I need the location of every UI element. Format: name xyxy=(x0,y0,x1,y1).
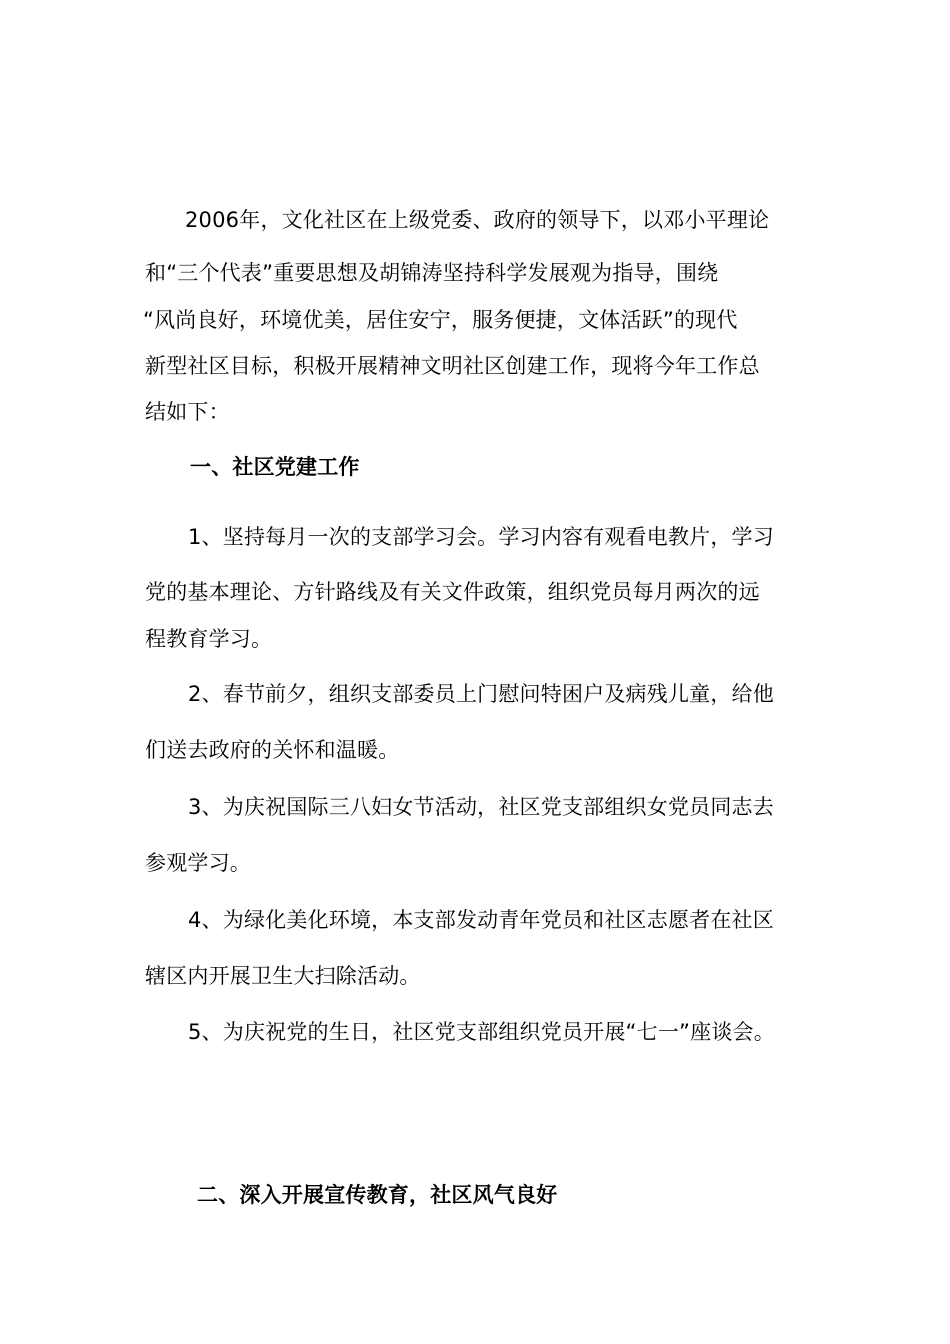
intro-line-5: 结如下： xyxy=(145,400,230,424)
item-2-line-2: 们送去政府的关怀和温暖。 xyxy=(145,738,400,762)
item-4-line-1: 4、为绿化美化环境，本支部发动青年党员和社区志愿者在社区 xyxy=(188,908,774,932)
item-1-line-2: 党的基本理论、方针路线及有关文件政策，组织党员每月两次的远 xyxy=(145,580,760,604)
section-2-heading: 二、深入开展宣传教育，社区风气良好 xyxy=(197,1183,558,1207)
item-4-line-2: 辖区内开展卫生大扫除活动。 xyxy=(145,964,421,988)
item-2-line-1: 2、春节前夕，组织支部委员上门慰问特困户及病残儿童，给他 xyxy=(188,682,774,706)
item-1-line-3: 程教育学习。 xyxy=(145,627,273,651)
intro-line-4: 新型社区目标，积极开展精神文明社区创建工作，现将今年工作总 xyxy=(145,354,760,378)
intro-line-3: “风尚良好，环境优美，居住安宁，服务便捷，文体活跃”的现代 xyxy=(143,308,738,332)
item-1-line-1: 1、坚持每月一次的支部学习会。学习内容有观看电教片，学习 xyxy=(188,525,774,549)
intro-line-1: 2006年，文化社区在上级党委、政府的领导下，以邓小平理论 xyxy=(185,208,770,232)
item-3-line-1: 3、为庆祝国际三八妇女节活动，社区党支部组织女党员同志去 xyxy=(188,795,774,819)
item-3-line-2: 参观学习。 xyxy=(145,851,251,875)
item-5-line-1: 5、为庆祝党的生日，社区党支部组织党员开展“七一”座谈会。 xyxy=(188,1020,775,1044)
section-1-heading: 一、社区党建工作 xyxy=(190,455,360,479)
intro-line-2: 和“三个代表”重要思想及胡锦涛坚持科学发展观为指导，围绕 xyxy=(145,261,719,285)
